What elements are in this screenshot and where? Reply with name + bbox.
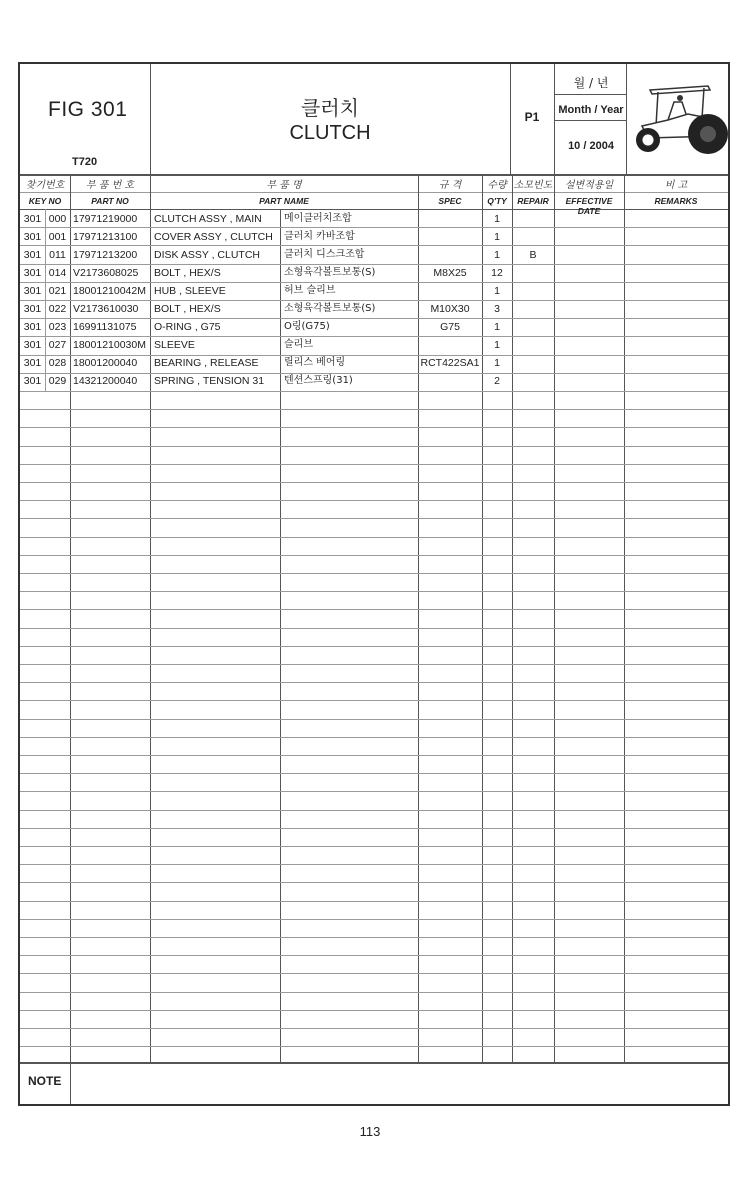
row-rule <box>20 537 728 538</box>
part-name-cell: HUB , SLEEVE <box>154 285 226 297</box>
note-label: NOTE <box>28 1074 62 1088</box>
row-rule <box>20 409 728 410</box>
spec-cell: M10X30 <box>430 303 470 315</box>
row-rule <box>20 446 728 447</box>
page-code: P1 <box>524 110 540 124</box>
part-name-korean-cell: O링(G75) <box>284 321 330 332</box>
row-rule <box>20 518 728 519</box>
row-rule <box>20 773 728 774</box>
col-key-korean: 찾기번호 <box>25 180 65 191</box>
column-divider <box>150 174 151 1062</box>
row-rule <box>20 1046 728 1047</box>
col-part-no-korean: 부 품 번 호 <box>85 180 135 191</box>
qty-cell: 2 <box>494 375 500 387</box>
fig-cell: 301 <box>23 213 42 225</box>
month-year-value: 10 / 2004 <box>568 140 614 152</box>
row-rule <box>20 664 728 665</box>
row-rule <box>20 646 728 647</box>
fig-cell: 301 <box>23 267 42 279</box>
column-divider <box>624 174 625 1062</box>
header-divider <box>626 64 627 174</box>
row-rule <box>20 955 728 956</box>
row-rule <box>20 1028 728 1029</box>
note-divider <box>20 1062 728 1064</box>
part-no-cell: 18001200040 <box>73 357 138 369</box>
part-name-cell: SPRING , TENSION 31 <box>154 375 265 387</box>
part-name-cell: SLEEVE <box>154 339 195 351</box>
part-name-korean-cell: 소형육각볼트보통(S) <box>284 267 376 278</box>
col-effective-date-korean: 설변적용일 <box>564 180 614 191</box>
column-divider <box>70 174 71 1062</box>
row-rule <box>20 864 728 865</box>
header-divider <box>554 120 626 121</box>
part-no-cell: 17971213200 <box>73 249 138 261</box>
row-rule <box>20 755 728 756</box>
part-no-cell: 17971219000 <box>73 213 138 225</box>
row-rule <box>20 682 728 683</box>
qty-cell: 1 <box>494 213 500 225</box>
qty-cell: 1 <box>494 249 500 261</box>
spec-cell: M8X25 <box>433 267 467 279</box>
page-title: CLUTCH <box>289 122 371 144</box>
row-rule <box>20 1010 728 1011</box>
month-year-label: Month / Year <box>558 104 624 116</box>
part-name-cell: BEARING , RELEASE <box>154 357 259 369</box>
qty-cell: 1 <box>494 339 500 351</box>
page-number: 113 <box>359 1124 381 1139</box>
key-cell: 014 <box>48 267 67 279</box>
row-rule <box>20 901 728 902</box>
col-part-name-korean: 부 품 명 <box>266 180 302 191</box>
fig-cell: 301 <box>23 375 42 387</box>
part-name-korean-cell: 클러치 카바조합 <box>284 231 355 242</box>
row-rule <box>20 700 728 701</box>
qty-cell: 12 <box>491 267 503 279</box>
fig-cell: 301 <box>23 321 42 333</box>
page-title-korean: 클러치 <box>301 96 359 120</box>
column-divider <box>512 174 513 1062</box>
col-key: KEY NO <box>28 196 62 206</box>
part-no-cell: V2173610030 <box>73 303 139 315</box>
key-cell: 027 <box>48 339 67 351</box>
tractor-icon <box>628 68 728 168</box>
part-name-korean-cell: 소형육각볼트보통(S) <box>284 303 376 314</box>
part-no-cell: 16991131075 <box>73 321 137 333</box>
row-rule <box>20 482 728 483</box>
col-remarks-korean: 비 고 <box>664 180 688 191</box>
key-cell: 000 <box>48 213 67 225</box>
qty-cell: 1 <box>494 321 500 333</box>
part-no-cell: 17971213100 <box>73 231 138 243</box>
part-no-cell: 18001210030M <box>73 339 146 351</box>
part-name-cell: O-RING , G75 <box>154 321 221 333</box>
fig-cell: 301 <box>23 339 42 351</box>
row-rule <box>20 719 728 720</box>
repair-cell: B <box>529 249 537 261</box>
key-cell: 028 <box>48 357 67 369</box>
col-qty-korean: 수량 <box>487 180 507 191</box>
part-name-korean-cell: 메이클러치조합 <box>284 213 352 224</box>
key-cell: 029 <box>48 375 67 387</box>
column-header-divider <box>20 192 728 193</box>
row-rule <box>20 973 728 974</box>
key-cell: 022 <box>48 303 67 315</box>
row-rule <box>20 628 728 629</box>
qty-cell: 1 <box>494 231 500 243</box>
row-rule <box>20 391 728 392</box>
key-cell: 011 <box>49 249 66 261</box>
col-repair: REPAIR <box>517 196 549 206</box>
fig-cell: 301 <box>23 303 42 315</box>
fig-cell: 301 <box>23 357 42 369</box>
qty-cell: 1 <box>494 285 500 297</box>
model-code: T720 <box>72 156 98 168</box>
col-part-no: PART NO <box>91 196 129 206</box>
part-name-korean-cell: 릴리스 베어링 <box>284 357 346 368</box>
col-repair-korean: 소모빈도 <box>513 180 553 191</box>
month-year-label-korean: 월 / 년 <box>573 76 609 90</box>
row-rule <box>20 427 728 428</box>
row-rule <box>20 464 728 465</box>
row-rule <box>20 882 728 883</box>
row-rule <box>20 937 728 938</box>
part-name-cell: BOLT , HEX/S <box>154 267 221 279</box>
note-column-divider <box>70 1062 71 1104</box>
row-rule <box>20 737 728 738</box>
part-name-cell: COVER ASSY , CLUTCH <box>154 231 273 243</box>
fig-cell: 301 <box>23 231 42 243</box>
part-name-cell: BOLT , HEX/S <box>154 303 221 315</box>
part-name-korean-cell: 텐션스프링(31) <box>284 375 353 386</box>
row-rule <box>20 828 728 829</box>
row-rule <box>20 591 728 592</box>
row-rule <box>20 791 728 792</box>
spec-cell: G75 <box>440 321 460 333</box>
fig-cell: 301 <box>23 249 42 261</box>
key-cell: 001 <box>48 231 67 243</box>
row-rule <box>20 992 728 993</box>
col-spec-korean: 규 격 <box>438 180 462 191</box>
part-name-cell: DISK ASSY , CLUTCH <box>154 249 261 261</box>
parts-sheet <box>18 62 730 1106</box>
header-divider <box>554 94 626 95</box>
column-divider <box>554 174 555 1062</box>
spec-cell: RCT422SA1 <box>420 357 480 369</box>
part-no-cell: 18001210042M <box>73 285 146 297</box>
col-qty: Q'TY <box>487 196 507 206</box>
part-name-korean-cell: 클러치 디스크조합 <box>284 249 365 260</box>
part-no-cell: 14321200040 <box>73 375 138 387</box>
fig-label: FIG 301 <box>48 98 128 121</box>
part-name-korean-cell: 슬리브 <box>284 339 313 350</box>
row-rule <box>20 500 728 501</box>
row-rule <box>20 919 728 920</box>
header-divider <box>554 64 555 174</box>
key-cell: 023 <box>48 321 67 333</box>
row-rule <box>20 609 728 610</box>
row-rule <box>20 810 728 811</box>
row-rule <box>20 573 728 574</box>
qty-cell: 3 <box>494 303 500 315</box>
row-rule <box>20 846 728 847</box>
row-rule <box>20 555 728 556</box>
key-cell: 021 <box>48 285 67 297</box>
col-remarks: REMARKS <box>654 196 698 206</box>
part-name-cell: CLUTCH ASSY , MAIN <box>154 213 262 225</box>
part-name-korean-cell: 허브 슬리브 <box>284 285 336 296</box>
fig-cell: 301 <box>23 285 42 297</box>
col-part-name: PART NAME <box>259 196 309 206</box>
col-effective-date: EFFECTIVE DATE <box>565 196 613 216</box>
qty-cell: 1 <box>494 357 500 369</box>
col-spec: SPEC <box>438 196 462 206</box>
part-no-cell: V2173608025 <box>73 267 139 279</box>
